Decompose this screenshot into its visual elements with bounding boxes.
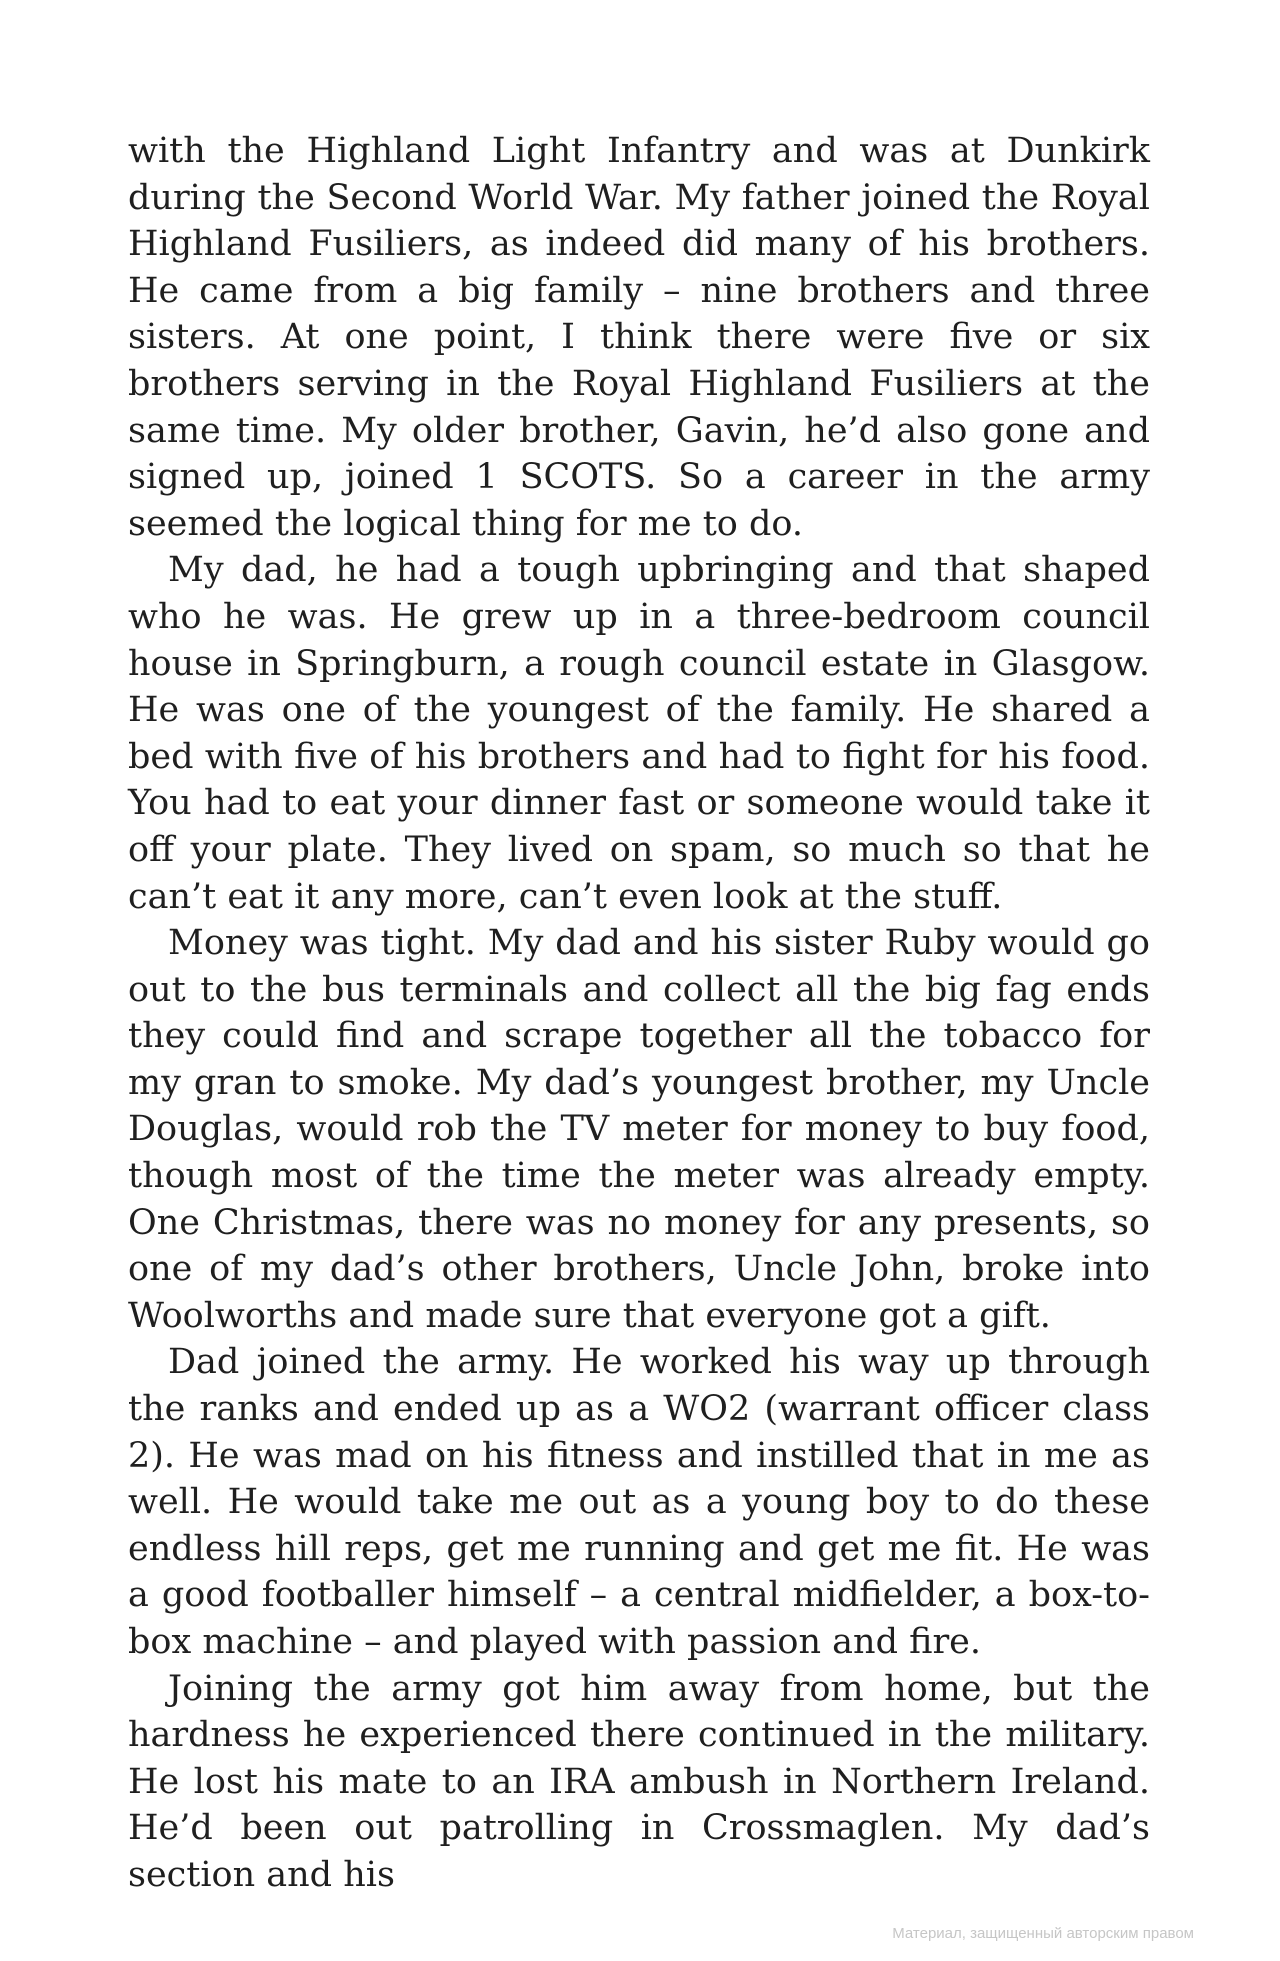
paragraph-4: Dad joined the army. He worked his way up through the ranks and ended up as a WO2 (warrant officer class 2). He was mad on his fitness and instilled that in me as well. He would take me out as a young boy to do these endless hill reps, get me running and get me fit. He was a good footballer himself – a central midfielder, a box-to-box machine – and played with passion and fire. [128,1342,1150,1662]
paragraph-1: with the Highland Light Infantry and was at Dunkirk during the Second World War. My father joined the Royal Highland Fusiliers, as indeed did many of his brothers. He came from a big family – nine brothers and three sisters. At one point, I think there were five or six brothers serving in the Royal Highland Fusiliers at the same time. My older brother, Gavin, he’d also gone and signed up, joined 1 SCOTS. So a career in the army seemed the logical thing for me to do. [128,131,1150,544]
paragraph-5: Joining the army got him away from home, but the hardness he experienced there continued in the military. He lost his mate to an IRA ambush in Northern Ireland. He’d been out patrolling in Crossmaglen. My dad’s section and his [128,1668,1150,1895]
paragraph-2: My dad, he had a tough upbringing and that shaped who he was. He grew up in a three-bedroom council house in Springburn, a rough council estate in Glasgow. He was one of the youngest of the family. He shared a bed with five of his brothers and had to fight for his food. You had to eat your dinner fast or someone would take it off your plate. They lived on spam, so much so that he can’t eat it any more, can’t even look at the stuff. [128,550,1150,917]
copyright-watermark: Материал, защищенный авторским правом [892,1925,1194,1942]
book-page-body [128,128,1150,1899]
paragraph-3: Money was tight. My dad and his sister Ruby would go out to the bus terminals and collect all the big fag ends they could find and scrape together all the tobacco for my gran to smoke. My dad’s youngest brother, my Uncle Douglas, would rob the TV meter for money to buy food, though most of the time the meter was already empty. One Christmas, there was no money for any presents, so one of my dad’s other brothers, Uncle John, broke into Woolworths and made sure that everyone got a gift. [128,923,1150,1336]
